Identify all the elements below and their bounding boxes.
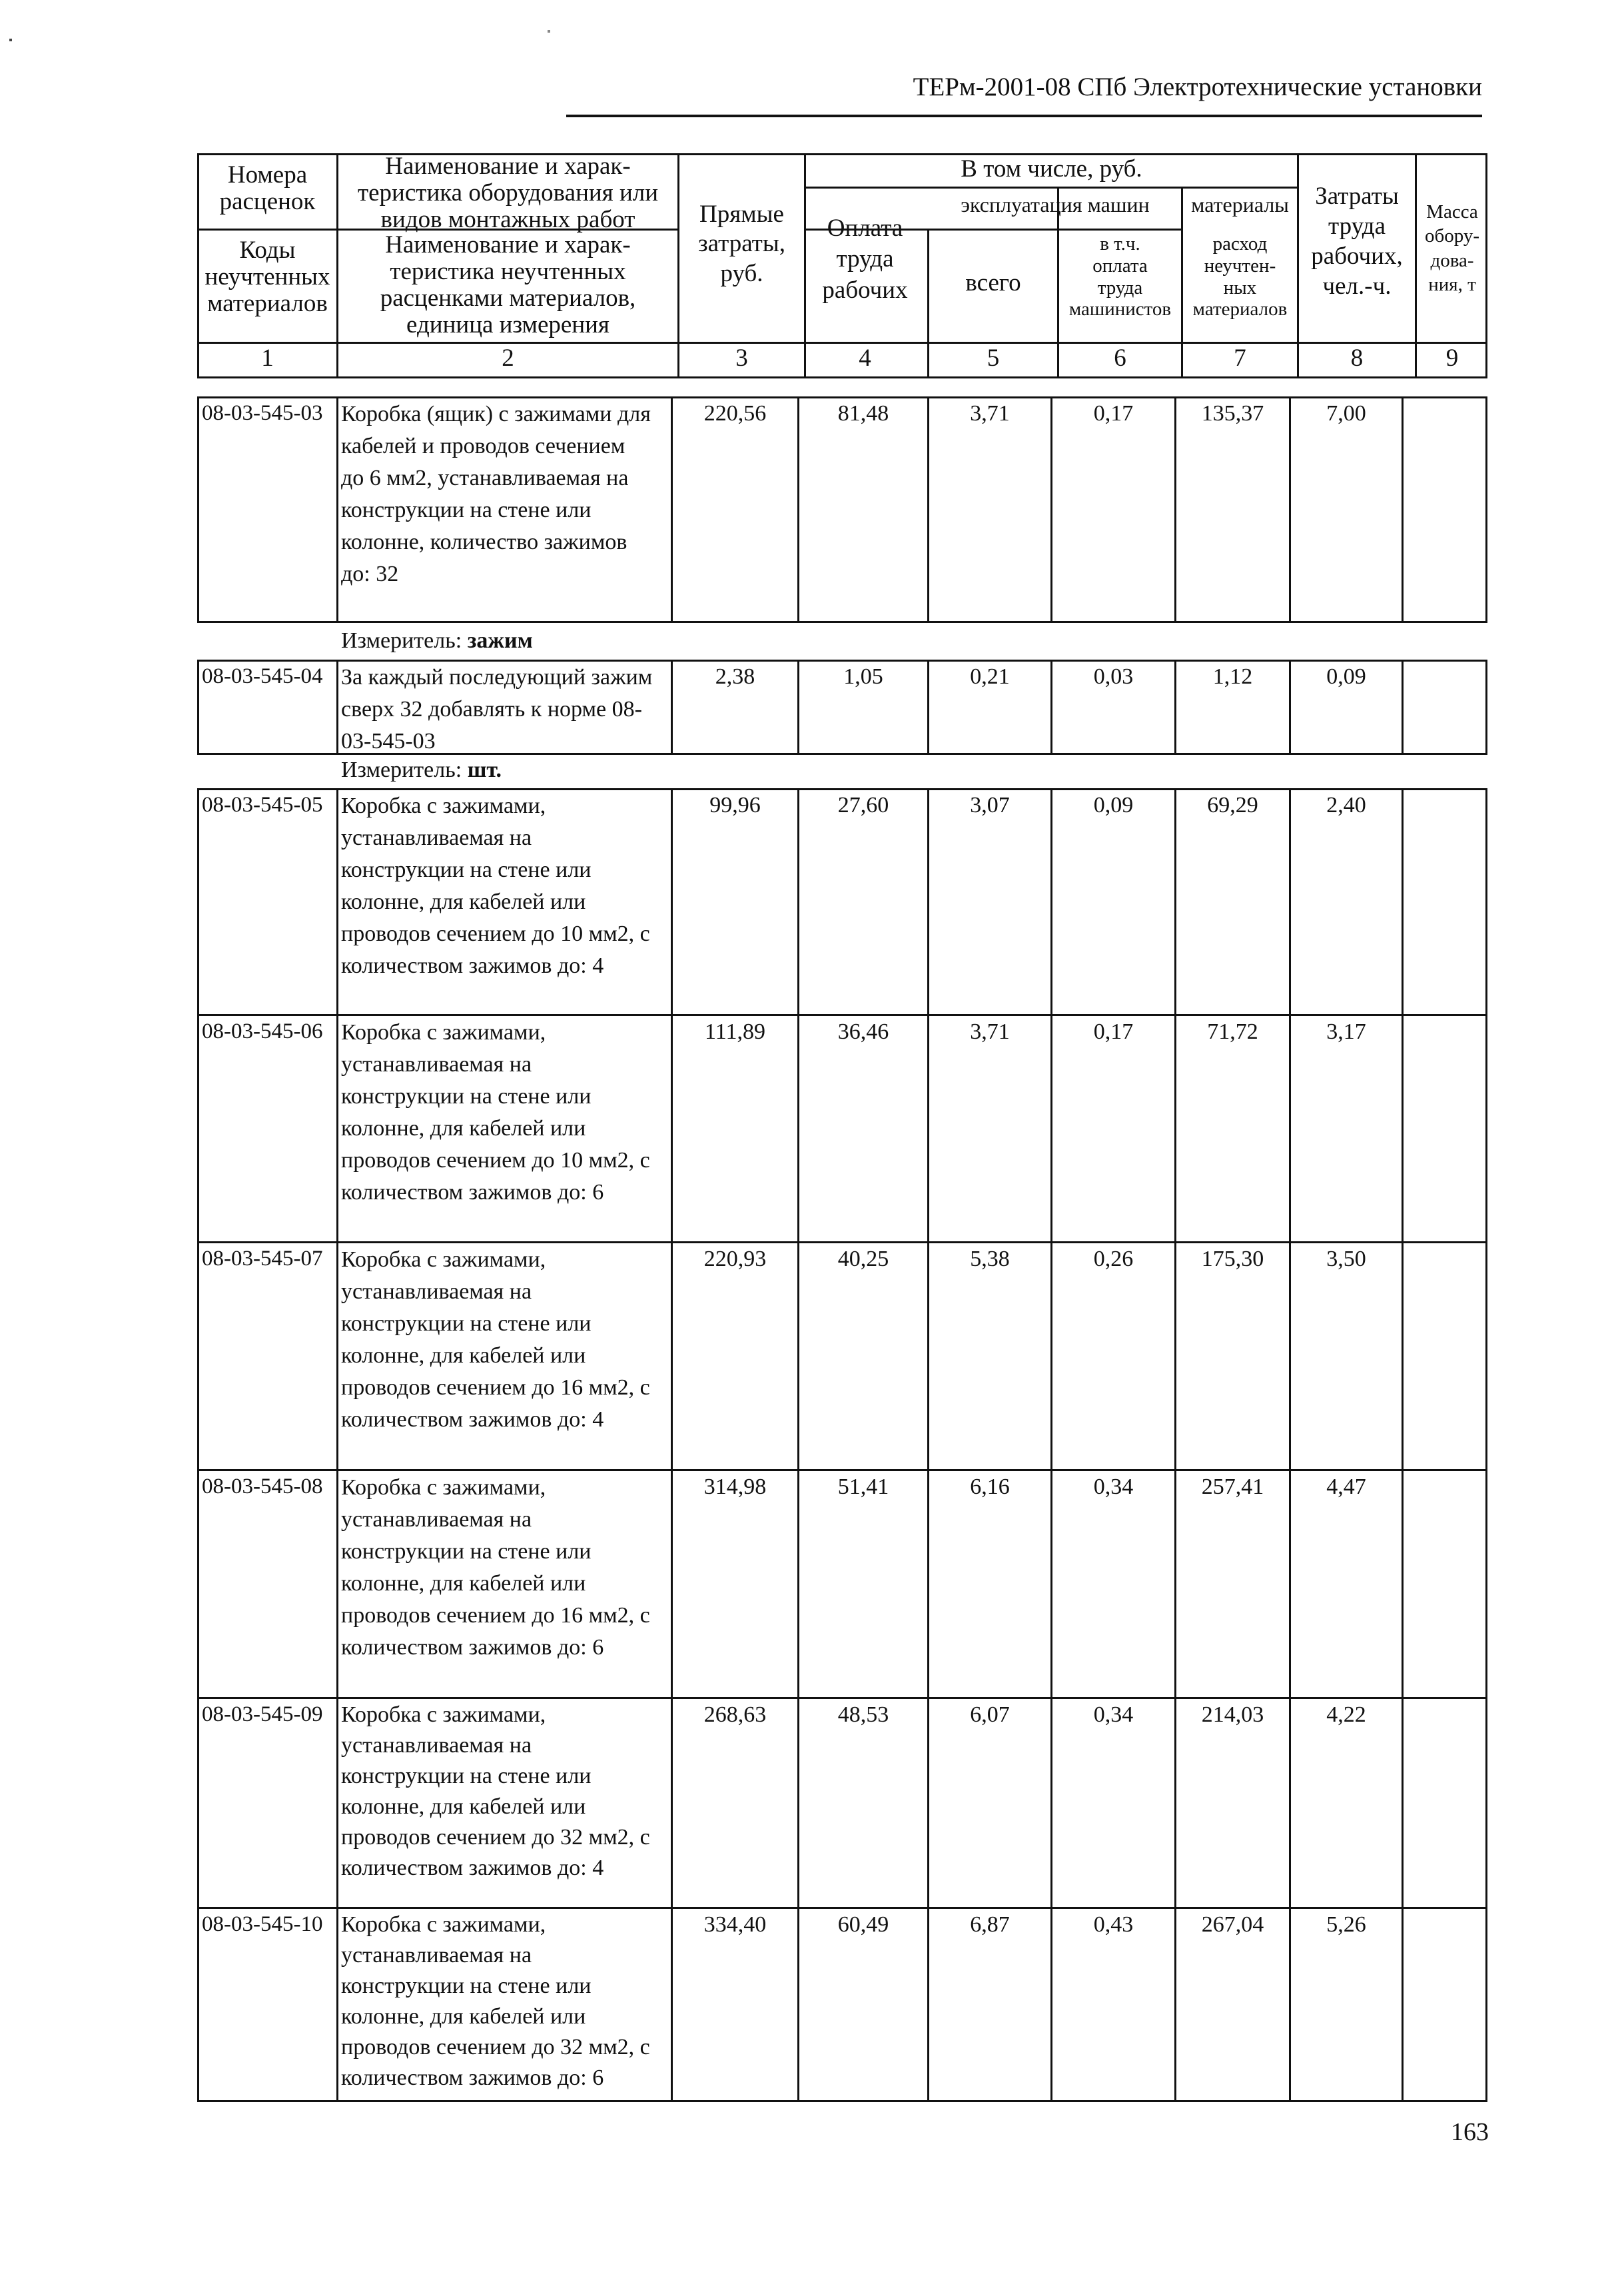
- scan-speck: [548, 30, 550, 33]
- header-equipment-mass: Масса обору- дова- ния, т: [1424, 201, 1480, 295]
- col-number: 8: [1350, 344, 1364, 372]
- row-direct-costs: 220,93: [703, 1247, 767, 1271]
- row-operators-pay: 0,34: [1093, 1474, 1134, 1499]
- header-codes-top: Номера расценок: [219, 161, 316, 215]
- row-code: 08-03-545-04: [202, 664, 323, 688]
- row-divider: [927, 396, 929, 623]
- row-divider: [1174, 396, 1176, 623]
- measure-label: [341, 628, 533, 654]
- row-direct-costs: 334,40: [703, 1912, 767, 1937]
- row-machines-total: 6,16: [970, 1474, 1010, 1499]
- row-operators-pay: 0,17: [1093, 401, 1134, 426]
- row-direct-costs: 314,98: [703, 1474, 767, 1499]
- row-divider: [927, 788, 929, 2102]
- table-row: [197, 788, 1487, 2102]
- col-number: 3: [735, 344, 748, 372]
- row-code: 08-03-545-06: [202, 1019, 323, 1043]
- measure-unit: зажим: [467, 628, 533, 653]
- row-divider: [1402, 396, 1404, 623]
- col-number: 5: [987, 344, 1000, 372]
- row-labor-pay: 48,53: [837, 1702, 889, 1727]
- row-code: 08-03-545-05: [202, 793, 323, 817]
- page-number: 163: [1451, 2118, 1489, 2146]
- title-rule: [566, 115, 1482, 117]
- row-labor-hours: 7,00: [1326, 401, 1366, 426]
- row-materials: 267,04: [1201, 1912, 1264, 1937]
- row-description: Коробка с зажимами, устанавливаемая на конструкции на стене или колонне, для кабелей или проводов сечением до 32 мм2, с количеством зажимов до: 6: [341, 1912, 650, 2090]
- row-machines-total: 5,38: [970, 1247, 1010, 1271]
- row-labor-pay: 40,25: [837, 1247, 889, 1271]
- row-description: Коробка с зажимами, устанавливаемая на конструкции на стене или колонне, для кабелей или проводов сечением до 16 мм2, с количеством зажимов до: 4: [341, 1247, 650, 1432]
- row-divider: [1174, 788, 1176, 2102]
- row-description: Коробка с зажимами, устанавливаемая на конструкции на стене или колонне, для кабелей или проводов сечением до 16 мм2, с количеством зажимов до: 6: [341, 1475, 650, 1660]
- header-machines: эксплуатация машин: [961, 193, 1150, 217]
- row-labor-hours: 3,17: [1326, 1019, 1366, 1044]
- col-number: 7: [1234, 344, 1246, 372]
- row-separator: [197, 1469, 1487, 1471]
- row-separator: [197, 1241, 1487, 1243]
- row-materials: 69,29: [1207, 793, 1258, 818]
- row-code: 08-03-545-08: [202, 1474, 323, 1498]
- row-divider: [1050, 396, 1052, 623]
- header-name-bottom: Наименование и харак- теристика неучтенных расценками материалов, единица измерения: [380, 231, 636, 338]
- row-machines-total: 3,71: [970, 401, 1010, 426]
- header-rule: [804, 187, 1298, 189]
- header-including: В том числе, руб.: [961, 155, 1142, 183]
- row-code: 08-03-545-09: [202, 1702, 323, 1726]
- row-direct-costs: 99,96: [709, 793, 761, 818]
- row-labor-pay: 27,60: [837, 793, 889, 818]
- row-description: За каждый последующий зажим сверх 32 добавлять к норме 08- 03-545-03: [341, 665, 653, 754]
- row-materials: 214,03: [1201, 1702, 1264, 1727]
- row-direct-costs: 2,38: [715, 664, 755, 689]
- measure-label-text: Измеритель:: [341, 758, 468, 782]
- row-code: 08-03-545-10: [202, 1912, 323, 1936]
- row-divider: [797, 788, 799, 2102]
- row-description: Коробка с зажимами, устанавливаемая на конструкции на стене или колонне, для кабелей или проводов сечением до 32 мм2, с количеством зажимов до: 4: [341, 1702, 650, 1880]
- row-machines-total: 3,07: [970, 793, 1010, 818]
- header-name-top: Наименование и харак- теристика оборудования или видов монтажных работ: [357, 153, 659, 233]
- header-codes-bottom: Коды неучтенных материалов: [204, 237, 330, 317]
- row-direct-costs: 268,63: [703, 1702, 767, 1727]
- row-labor-pay: 36,46: [837, 1019, 889, 1044]
- row-labor-hours: 4,22: [1326, 1702, 1366, 1727]
- header-labor-pay: Оплата труда рабочих: [822, 215, 908, 304]
- row-divider: [336, 660, 338, 755]
- row-separator: [197, 1014, 1487, 1016]
- header-operators-pay: в т.ч. оплата труда машинистов: [1068, 233, 1172, 320]
- row-divider: [1402, 788, 1404, 2102]
- row-labor-pay: 1,05: [843, 664, 883, 689]
- row-divider: [671, 788, 673, 2102]
- col-number: 4: [859, 344, 871, 372]
- row-direct-costs: 220,56: [703, 401, 767, 426]
- scan-speck: [9, 39, 12, 41]
- row-divider: [1402, 660, 1404, 755]
- row-divider: [336, 788, 338, 2102]
- row-labor-hours: 4,47: [1326, 1474, 1366, 1499]
- row-separator: [197, 1907, 1487, 1909]
- measure-unit: шт.: [467, 758, 502, 782]
- row-divider: [797, 396, 799, 623]
- row-divider: [1289, 396, 1291, 623]
- header-labor-hours: Затраты труда рабочих, чел.-ч.: [1311, 183, 1403, 300]
- row-machines-total: 0,21: [970, 664, 1010, 689]
- row-materials: 257,41: [1201, 1474, 1264, 1499]
- running-title: ТЕРм-2001-08 СПб Электротехнические установки: [913, 73, 1482, 101]
- row-machines-total: 6,07: [970, 1702, 1010, 1727]
- row-labor-hours: 0,09: [1326, 664, 1366, 689]
- row-materials: 71,72: [1207, 1019, 1258, 1044]
- row-separator: [197, 1697, 1487, 1699]
- row-materials: 135,37: [1201, 401, 1264, 426]
- row-labor-pay: 51,41: [837, 1474, 889, 1499]
- header-materials: материалы: [1191, 193, 1289, 217]
- row-labor-hours: 3,50: [1326, 1247, 1366, 1271]
- row-operators-pay: 0,34: [1093, 1702, 1134, 1727]
- row-labor-pay: 60,49: [837, 1912, 889, 1937]
- row-divider: [1289, 788, 1291, 2102]
- row-machines-total: 6,87: [970, 1912, 1010, 1937]
- col-number: 2: [502, 344, 514, 372]
- row-machines-total: 3,71: [970, 1019, 1010, 1044]
- row-divider: [336, 396, 338, 623]
- row-labor-pay: 81,48: [837, 401, 889, 426]
- row-labor-hours: 2,40: [1326, 793, 1366, 818]
- header-unaccounted-materials: расход неучтен- ных материалов: [1192, 233, 1288, 320]
- header-rule: [197, 342, 1487, 344]
- header-direct-costs: Прямые затраты, руб.: [698, 201, 785, 287]
- header-machines-total: всего: [965, 269, 1021, 296]
- measure-label-text: Измеритель:: [341, 628, 468, 653]
- row-operators-pay: 0,43: [1093, 1912, 1134, 1937]
- row-description: Коробка с зажимами, устанавливаемая на конструкции на стене или колонне, для кабелей или проводов сечением до 10 мм2, с количеством зажимов до: 4: [341, 794, 650, 978]
- col-number: 6: [1114, 344, 1126, 372]
- col-number: 1: [261, 344, 274, 372]
- row-divider: [1050, 788, 1052, 2102]
- row-divider: [671, 396, 673, 623]
- row-description: Коробка с зажимами, устанавливаемая на конструкции на стене или колонне, для кабелей или проводов сечением до 10 мм2, с количеством зажимов до: 6: [341, 1020, 650, 1205]
- row-materials: 1,12: [1212, 664, 1253, 689]
- row-materials: 175,30: [1201, 1247, 1264, 1271]
- row-operators-pay: 0,09: [1093, 793, 1134, 818]
- row-direct-costs: 111,89: [705, 1019, 765, 1044]
- col-number: 9: [1445, 344, 1459, 372]
- row-operators-pay: 0,17: [1093, 1019, 1134, 1044]
- row-code: 08-03-545-03: [202, 401, 323, 425]
- row-code: 08-03-545-07: [202, 1247, 323, 1271]
- row-operators-pay: 0,26: [1093, 1247, 1134, 1271]
- row-description: Коробка (ящик) с зажимами для кабелей и проводов сечением до 6 мм2, устанавливаемая на конструкции на стене или колонне, количество зажимов до: 32: [341, 402, 651, 586]
- row-labor-hours: 5,26: [1326, 1912, 1366, 1937]
- row-operators-pay: 0,03: [1093, 664, 1134, 689]
- measure-label: [341, 758, 502, 783]
